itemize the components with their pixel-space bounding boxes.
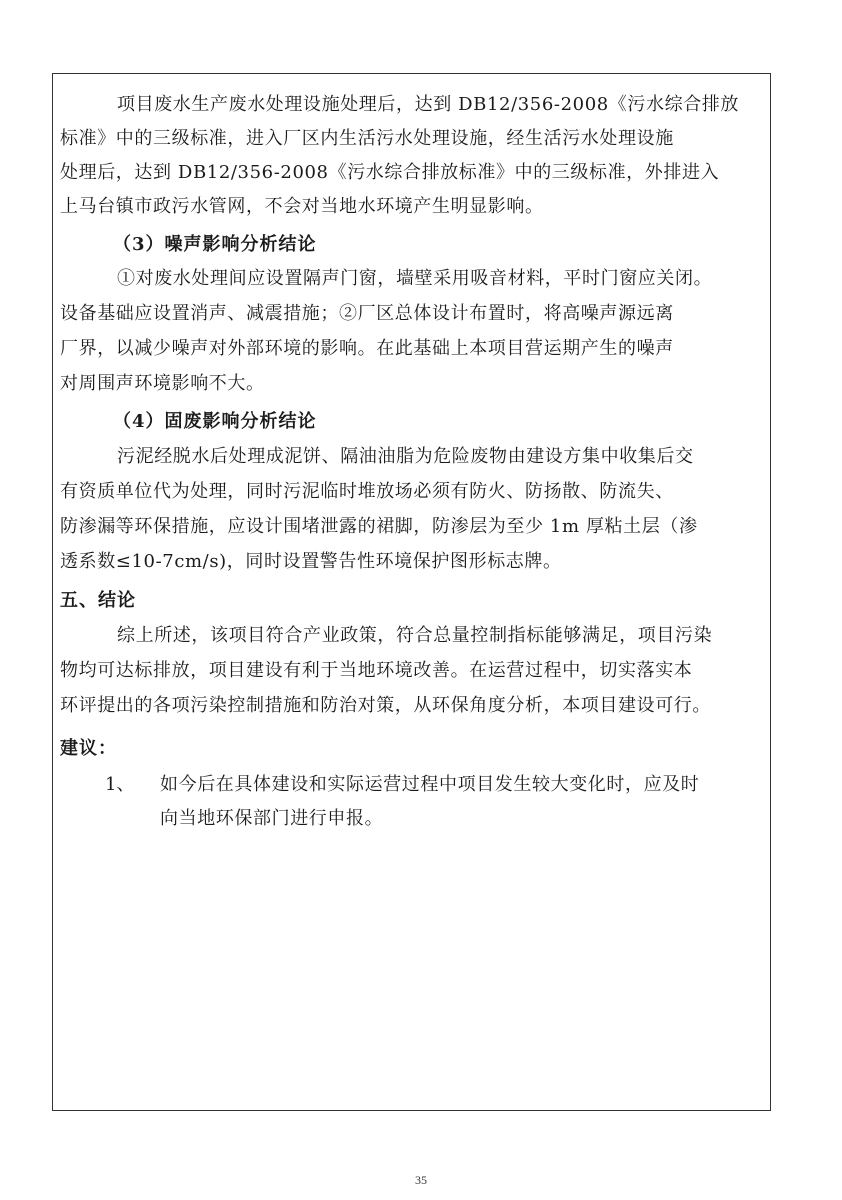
section-heading-suggestions: 建议： [60,738,117,759]
paragraph-line: 综上所述，该项目符合产业政策，符合总量控制指标能够满足，项目污染 [117,625,713,646]
page-border [52,73,771,1111]
paragraph-line: 有资质单位代为处理，同时污泥临时堆放场必须有防火、防扬散、防流失、 [60,481,674,502]
paragraph-line: 对周围声环境影响不大。 [60,373,265,394]
paragraph-line: 设备基础应设置消声、减震措施；②厂区总体设计布置时，将高噪声源远离 [60,303,674,324]
section-heading-solid-waste: （4）固废影响分析结论 [113,411,317,432]
paragraph-line: 厂界，以减少噪声对外部环境的影响。在此基础上本项目营运期产生的噪声 [60,338,674,359]
section-heading-noise: （3）噪声影响分析结论 [113,234,317,255]
paragraph-line: 项目废水生产废水处理设施处理后，达到 DB12/356-2008《污水综合排放 [117,94,739,115]
suggestion-line: 向当地环保部门进行申报。 [160,808,384,829]
paragraph-line: 上马台镇市政污水管网，不会对当地水环境产生明显影响。 [60,196,544,217]
paragraph-line: ①对废水处理间应设置隔声门窗，墙壁采用吸音材料，平时门窗应关闭。 [117,268,713,289]
paragraph-line: 环评提出的各项污染控制措施和防治对策，从环保角度分析，本项目建设可行。 [60,695,711,716]
paragraph-line: 污泥经脱水后处理成泥饼、隔油油脂为危险废物由建设方集中收集后交 [117,446,694,467]
paragraph-line: 防渗漏等环保措施，应设计围堵泄露的裙脚，防渗层为至少 1m 厚粘土层（渗 [60,516,698,537]
paragraph-line: 透系数≤10-7cm/s)，同时设置警告性环境保护图形标志牌。 [60,551,562,572]
suggestion-line: 如今后在具体建设和实际运营过程中项目发生较大变化时，应及时 [160,774,700,795]
section-heading-conclusion: 五、结论 [60,590,136,611]
paragraph-line: 标准》中的三级标准，进入厂区内生活污水处理设施，经生活污水处理设施 [60,128,674,149]
suggestion-number: 1、 [105,774,135,795]
paragraph-line: 处理后，达到 DB12/356-2008《污水综合排放标准》中的三级标准，外排进入 [60,162,720,183]
page-number: 35 [415,1173,427,1187]
paragraph-line: 物均可达标排放，项目建设有利于当地环境改善。在运营过程中，切实落实本 [60,660,693,681]
